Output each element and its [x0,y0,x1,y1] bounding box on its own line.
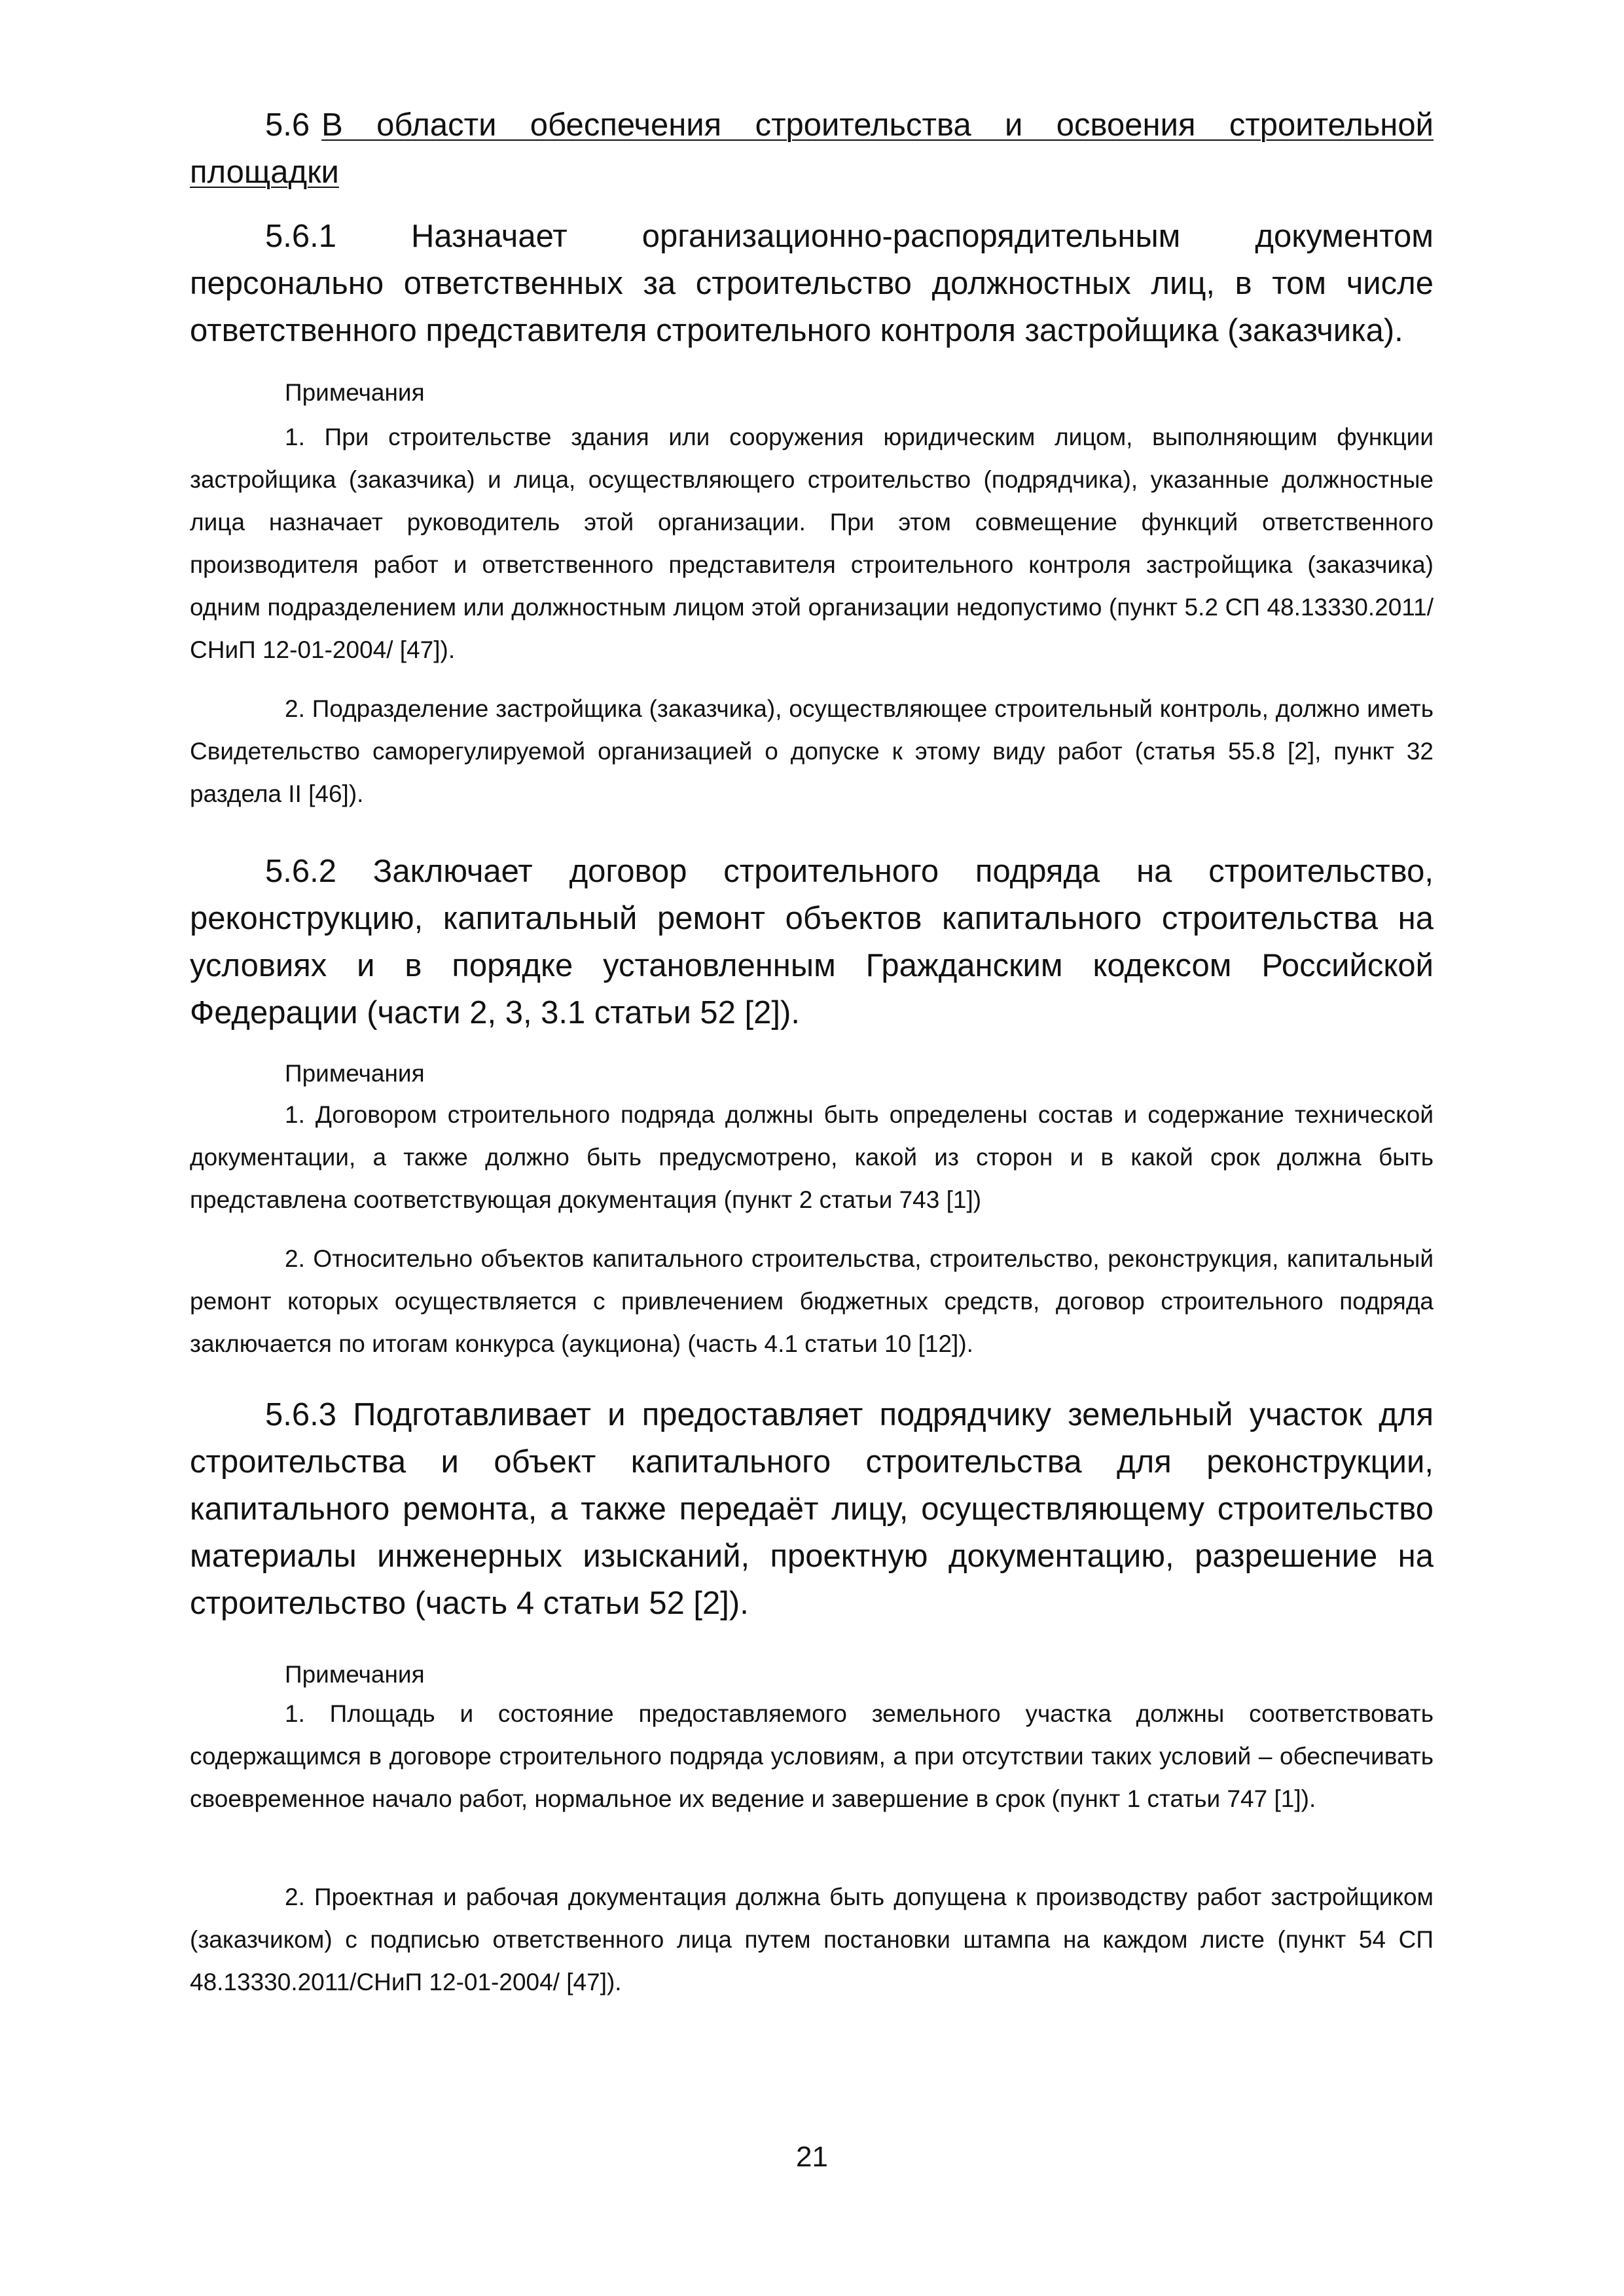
notes-title-5-6-3: Примечания [285,1661,425,1688]
notes-title-5-6-2: Примечания [285,1060,425,1087]
note-5-6-3-1: 1. Площадь и состояние предоставляемого земельного участка должны соответствовать содержащимся в договоре строительного подряда условиям, а при отсутствии таких условий – обеспечивать своевременное начало работ, нормальное их ведение и завершение в срок (пункт 1 статьи 747 [1]). [190,1700,1434,1812]
clause-5-6-1: 5.6.1 Назначает организационно-распорядительным документом персонально ответственных за строительство должностных лиц, в том числе ответственного представителя строительного контроля застройщика (заказчика). [190,219,1434,348]
note-5-6-1-1: 1. При строительстве здания или сооружения юридическим лицом, выполняющим функции застройщика (заказчика) и лица, осуществляющего строительство (подрядчика), указанные должностные лица назначает руководитель этой организации. При этом совмещение функций ответственного производителя работ и ответственного представителя строительного контроля застройщика (заказчика) одним подразделением или должностным лицом этой организации недопустимо (пункт 5.2 СП 48.13330.2011/СНиП 12-01-2004/ [47]). [190,424,1434,663]
section-heading [190,101,1434,196]
section-number: 5.6 [265,107,310,143]
note-5-6-2-2: 2. Относительно объектов капитального строительства, строительство, реконструкция, капитальный ремонт которых осуществляется с привлечением бюджетных средств, договор строительного подряда заключается по итогам конкурса (аукциона) (часть 4.1 статьи 10 [12]). [190,1245,1434,1357]
note-5-6-3-2: 2. Проектная и рабочая документация должна быть допущена к производству работ застройщиком (заказчиком) с подписью ответственного лица путем постановки штампа на каждом листе (пункт 54 СП 48.13330.2011/СНиП 12-01-2004/ [47]). [190,1884,1434,1995]
page-number: 21 [796,2141,828,2173]
section-title: В области обеспечения строительства и освоения строительной площадки [190,107,1434,190]
note-5-6-1-2: 2. Подразделение застройщика (заказчика), осуществляющее строительный контроль, должно иметь Свидетельство саморегулируемой организацией о допуске к этому виду работ (статья 55.8 [2], пункт 32 раздела II [46]). [190,695,1434,807]
notes-title-5-6-1: Примечания [285,379,425,406]
clause-5-6-2: 5.6.2 Заключает договор строительного подряда на строительство, реконструкцию, капитальный ремонт объектов капитального строительства на условиях и в порядке установленным Гражданским кодексом Российской Федерации (части 2, 3, 3.1 статьи 52 [2]). [190,854,1434,1030]
note-5-6-2-1: 1. Договором строительного подряда должны быть определены состав и содержание технической документации, а также должно быть предусмотрено, какой из сторон и в какой срок должна быть представлена соответствующая документация (пункт 2 статьи 743 [1]) [190,1101,1434,1213]
clause-5-6-3: 5.6.3 Подготавливает и предоставляет подрядчику земельный участок для строительства и объект капитального строительства для реконструкции, капитального ремонта, а также передаёт лицу, осуществляющему строительство материалы инженерных изысканий, проектную документацию, разрешение на строительство (часть 4 статьи 52 [2]). [190,1397,1434,1621]
